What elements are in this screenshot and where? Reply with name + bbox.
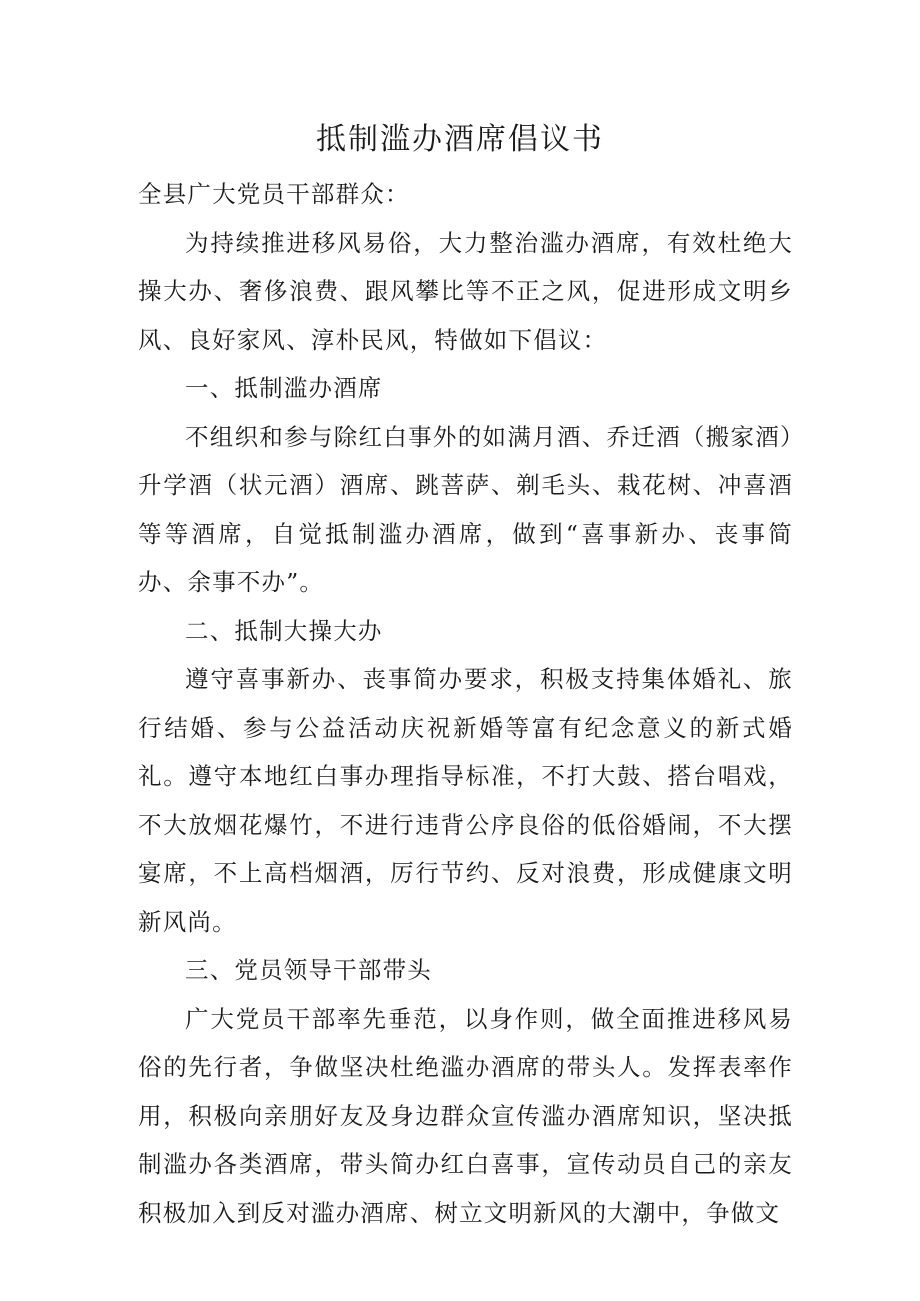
section-paragraph-1: 不组织和参与除红白事外的如满月酒、乔迁酒（搬家酒）升学酒（状元酒）酒席、跳菩萨、剃毛头、栽花树、冲喜酒等等酒席，自觉抵制滥办酒席，做到“喜事新办、丧事简办、余事不办”。 <box>138 422 793 596</box>
section-paragraph-3: 广大党员干部率先垂范，以身作则，做全面推进移风易俗的先行者，争做坚决杜绝滥办酒席的带头人。发挥表率作用，积极向亲朋好友及身边群众宣传滥办酒席知识，坚决抵制滥办各类酒席，带头简办红白喜事，宣传动员自己的亲友积极加入到反对滥办酒席、树立文明新风的大潮中，争做文 <box>138 1004 793 1227</box>
salutation: 全县广大党员干部群众： <box>138 180 410 208</box>
intro-paragraph: 为持续推进移风易俗，大力整治滥办酒席，有效杜绝大操大办、奢侈浪费、跟风攀比等不正之风，促进形成文明乡风、良好家风、淳朴民风，特做如下倡议： <box>138 228 793 354</box>
document-title: 抵制滥办酒席倡议书 <box>316 122 604 157</box>
section-heading-1: 一、抵制滥办酒席 <box>185 374 383 402</box>
section-paragraph-2: 遵守喜事新办、丧事简办要求，积极支持集体婚礼、旅行结婚、参与公益活动庆祝新婚等富有纪念意义的新式婚礼。遵守本地红白事办理指导标准，不打大鼓、搭台唱戏，不大放烟花爆竹，不进行违背公序良俗的低俗婚闹，不大摆宴席，不上高档烟酒，厉行节约、反对浪费，形成健康文明新风尚。 <box>138 665 793 936</box>
section-heading-3: 三、党员领导干部带头 <box>185 956 432 984</box>
document-body <box>138 170 793 1237</box>
section-heading-2: 二、抵制大操大办 <box>185 616 383 645</box>
